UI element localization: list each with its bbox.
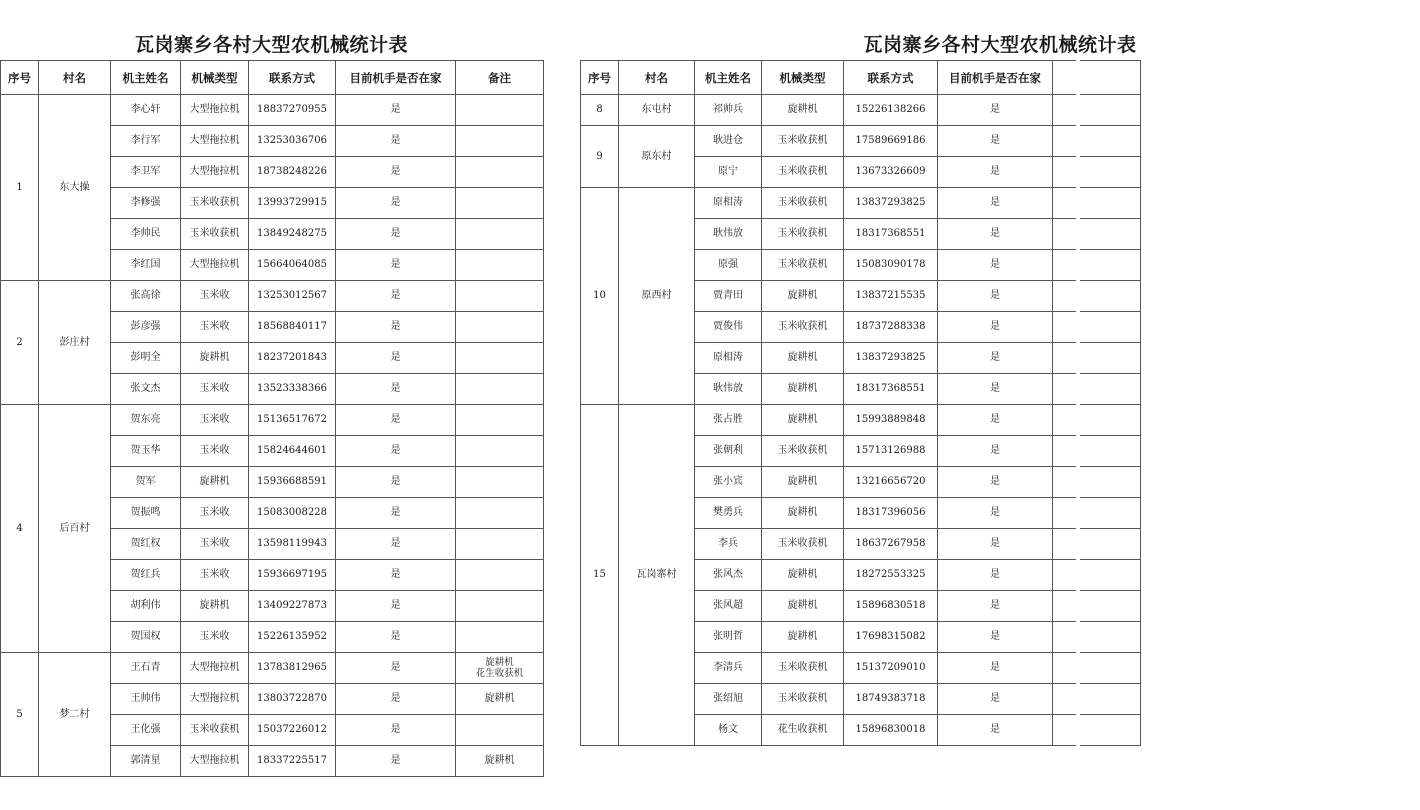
phone-number: 15136517672 xyxy=(249,405,336,436)
phone-number: 13993729915 xyxy=(249,188,336,219)
remark-text: 旋耕机 xyxy=(484,755,515,766)
phone-number: 17698315082 xyxy=(844,622,938,653)
remark-cell xyxy=(1053,653,1141,684)
machine-type: 大型拖拉机 xyxy=(181,684,249,715)
machine-type: 玉米收获机 xyxy=(762,188,844,219)
remark-cell xyxy=(1053,157,1141,188)
phone-number: 15226138266 xyxy=(844,95,938,126)
remark-cell xyxy=(1053,95,1141,126)
at-home-status: 是 xyxy=(336,622,456,653)
at-home-status: 是 xyxy=(938,281,1053,312)
remark-cell xyxy=(1053,591,1141,622)
at-home-status: 是 xyxy=(336,684,456,715)
remark-cell xyxy=(456,157,544,188)
column-header: 目前机手是否在家 xyxy=(938,61,1053,95)
phone-number: 15936697195 xyxy=(249,560,336,591)
remark-text: 旋耕机 xyxy=(484,693,515,704)
at-home-status: 是 xyxy=(336,746,456,777)
machine-type: 玉米收获机 xyxy=(762,529,844,560)
owner-name: 王化强 xyxy=(111,715,181,746)
phone-number: 18317368551 xyxy=(844,374,938,405)
village-name: 后百村 xyxy=(39,405,111,653)
phone-number: 15824644601 xyxy=(249,436,336,467)
phone-number: 13783812965 xyxy=(249,653,336,684)
owner-name: 王石青 xyxy=(111,653,181,684)
owner-name: 张风超 xyxy=(695,591,762,622)
machine-type: 大型拖拉机 xyxy=(181,250,249,281)
at-home-status: 是 xyxy=(336,374,456,405)
at-home-status: 是 xyxy=(336,95,456,126)
remark-cell xyxy=(456,498,544,529)
at-home-status: 是 xyxy=(938,715,1053,746)
phone-number: 15664064085 xyxy=(249,250,336,281)
remark-cell xyxy=(456,343,544,374)
phone-number: 18837270955 xyxy=(249,95,336,126)
phone-number: 13409227873 xyxy=(249,591,336,622)
remark-cell xyxy=(1053,405,1141,436)
row-index: 8 xyxy=(581,95,619,126)
machine-type: 大型拖拉机 xyxy=(181,653,249,684)
header-row xyxy=(1,61,544,95)
machine-type: 旋耕机 xyxy=(762,622,844,653)
owner-name: 耿伟放 xyxy=(695,374,762,405)
machine-type: 玉米收获机 xyxy=(762,126,844,157)
owner-name: 贾青田 xyxy=(695,281,762,312)
machine-type: 玉米收 xyxy=(181,374,249,405)
machine-type: 玉米收获机 xyxy=(762,250,844,281)
machine-type: 玉米收 xyxy=(181,281,249,312)
machine-type: 玉米收 xyxy=(181,405,249,436)
machine-type: 旋耕机 xyxy=(181,467,249,498)
machine-type: 旋耕机 xyxy=(762,95,844,126)
remark-cell xyxy=(1053,250,1141,281)
machine-type: 旋耕机 xyxy=(762,343,844,374)
phone-number: 18637267958 xyxy=(844,529,938,560)
column-header: 机主姓名 xyxy=(695,61,762,95)
owner-name: 贾俊伟 xyxy=(695,312,762,343)
remark-cell xyxy=(1053,343,1141,374)
owner-name: 贺振鸣 xyxy=(111,498,181,529)
remark-cell xyxy=(456,95,544,126)
table-row xyxy=(1,281,544,312)
header-row xyxy=(581,61,1141,95)
page-edge xyxy=(1076,58,1080,788)
at-home-status: 是 xyxy=(336,188,456,219)
owner-name: 李帅民 xyxy=(111,219,181,250)
remark-cell xyxy=(456,591,544,622)
owner-name: 杨文 xyxy=(695,715,762,746)
machine-type: 玉米收 xyxy=(181,529,249,560)
owner-name: 张文杰 xyxy=(111,374,181,405)
at-home-status: 是 xyxy=(336,157,456,188)
at-home-status: 是 xyxy=(938,374,1053,405)
phone-number: 15896830518 xyxy=(844,591,938,622)
table-row xyxy=(581,95,1141,126)
owner-name: 原相涛 xyxy=(695,343,762,374)
column-header: 机械类型 xyxy=(181,61,249,95)
owner-name: 张高徐 xyxy=(111,281,181,312)
phone-number: 18737288338 xyxy=(844,312,938,343)
at-home-status: 是 xyxy=(336,405,456,436)
owner-name: 张朝利 xyxy=(695,436,762,467)
phone-number: 13216656720 xyxy=(844,467,938,498)
at-home-status: 是 xyxy=(336,250,456,281)
village-name: 东大操 xyxy=(39,95,111,281)
phone-number: 13837215535 xyxy=(844,281,938,312)
machine-type: 旋耕机 xyxy=(762,467,844,498)
remark-cell xyxy=(1053,715,1141,746)
machine-type: 大型拖拉机 xyxy=(181,746,249,777)
remark-text: 旋耕机 xyxy=(485,657,514,668)
remark-cell xyxy=(1053,281,1141,312)
machine-type: 玉米收获机 xyxy=(762,219,844,250)
remark-cell xyxy=(1053,467,1141,498)
remark-cell xyxy=(1053,312,1141,343)
at-home-status: 是 xyxy=(938,591,1053,622)
owner-name: 原宁 xyxy=(695,157,762,188)
at-home-status: 是 xyxy=(336,560,456,591)
owner-name: 原强 xyxy=(695,250,762,281)
phone-number: 18738248226 xyxy=(249,157,336,188)
phone-number: 13523338366 xyxy=(249,374,336,405)
machine-type: 旋耕机 xyxy=(181,343,249,374)
machine-type: 玉米收获机 xyxy=(762,436,844,467)
owner-name: 郭清星 xyxy=(111,746,181,777)
owner-name: 贺红权 xyxy=(111,529,181,560)
at-home-status: 是 xyxy=(938,653,1053,684)
column-header: 序号 xyxy=(1,61,39,95)
machine-type: 旋耕机 xyxy=(762,498,844,529)
phone-number: 13673326609 xyxy=(844,157,938,188)
owner-name: 耿进仓 xyxy=(695,126,762,157)
at-home-status: 是 xyxy=(336,529,456,560)
table-row xyxy=(581,126,1141,157)
phone-number: 15226135952 xyxy=(249,622,336,653)
village-name: 东屯村 xyxy=(619,95,695,126)
machine-type: 旋耕机 xyxy=(181,591,249,622)
phone-number: 18317396056 xyxy=(844,498,938,529)
remark-cell xyxy=(456,436,544,467)
column-header: 备注 xyxy=(456,61,544,95)
table-row xyxy=(581,188,1141,219)
at-home-status: 是 xyxy=(336,436,456,467)
phone-number: 17589669186 xyxy=(844,126,938,157)
at-home-status: 是 xyxy=(336,498,456,529)
at-home-status: 是 xyxy=(938,95,1053,126)
owner-name: 贺红兵 xyxy=(111,560,181,591)
machine-type: 大型拖拉机 xyxy=(181,126,249,157)
at-home-status: 是 xyxy=(938,157,1053,188)
remark-cell xyxy=(1053,498,1141,529)
remark-cell xyxy=(1053,684,1141,715)
phone-number: 13598119943 xyxy=(249,529,336,560)
machine-type: 旋耕机 xyxy=(762,374,844,405)
phone-number: 15083008228 xyxy=(249,498,336,529)
owner-name: 李心轩 xyxy=(111,95,181,126)
phone-number: 18749383718 xyxy=(844,684,938,715)
column-header: 机主姓名 xyxy=(111,61,181,95)
remark-cell xyxy=(456,746,544,777)
remark-cell xyxy=(1053,188,1141,219)
remark-cell xyxy=(456,560,544,591)
machine-type: 旋耕机 xyxy=(762,405,844,436)
column-header: 联系方式 xyxy=(249,61,336,95)
village-name: 原东村 xyxy=(619,126,695,188)
machine-type: 旋耕机 xyxy=(762,560,844,591)
remark-cell xyxy=(1053,529,1141,560)
remark-cell xyxy=(456,622,544,653)
owner-name: 李兵 xyxy=(695,529,762,560)
owner-name: 张绍旭 xyxy=(695,684,762,715)
machine-type: 玉米收 xyxy=(181,622,249,653)
remark-cell xyxy=(456,219,544,250)
phone-number: 18317368551 xyxy=(844,219,938,250)
phone-number: 15936688591 xyxy=(249,467,336,498)
at-home-status: 是 xyxy=(938,343,1053,374)
phone-number: 18272553325 xyxy=(844,560,938,591)
at-home-status: 是 xyxy=(336,343,456,374)
remark-cell xyxy=(456,374,544,405)
sheet-title: 瓦岗寨乡各村大型农机械统计表 xyxy=(863,34,1137,56)
sheet-title: 瓦岗寨乡各村大型农机械统计表 xyxy=(134,34,408,56)
owner-name: 张明哲 xyxy=(695,622,762,653)
remark-cell xyxy=(456,529,544,560)
at-home-status: 是 xyxy=(938,250,1053,281)
owner-name: 李红国 xyxy=(111,250,181,281)
at-home-status: 是 xyxy=(938,529,1053,560)
owner-name: 李行军 xyxy=(111,126,181,157)
row-index: 15 xyxy=(581,405,619,746)
column-header: 机械类型 xyxy=(762,61,844,95)
row-index: 9 xyxy=(581,126,619,188)
remark-text: 花生收获机 xyxy=(475,668,524,679)
row-index: 1 xyxy=(1,95,39,281)
machinery-table xyxy=(0,60,544,777)
village-name: 瓦岗寨村 xyxy=(619,405,695,746)
phone-number: 15083090178 xyxy=(844,250,938,281)
owner-name: 彭明全 xyxy=(111,343,181,374)
at-home-status: 是 xyxy=(336,126,456,157)
remark-cell xyxy=(456,405,544,436)
phone-number: 18237201843 xyxy=(249,343,336,374)
machinery-table xyxy=(580,60,1141,746)
column-header xyxy=(1053,61,1141,95)
owner-name: 张占胜 xyxy=(695,405,762,436)
at-home-status: 是 xyxy=(938,560,1053,591)
remark-cell xyxy=(456,281,544,312)
at-home-status: 是 xyxy=(336,591,456,622)
owner-name: 李清兵 xyxy=(695,653,762,684)
remark-cell xyxy=(456,126,544,157)
at-home-status: 是 xyxy=(938,188,1053,219)
owner-name: 张风杰 xyxy=(695,560,762,591)
owner-name: 张小宾 xyxy=(695,467,762,498)
at-home-status: 是 xyxy=(938,467,1053,498)
remark-cell xyxy=(456,188,544,219)
remark-cell xyxy=(456,467,544,498)
phone-number: 13849248275 xyxy=(249,219,336,250)
machine-type: 玉米收 xyxy=(181,436,249,467)
column-header: 村名 xyxy=(619,61,695,95)
row-index: 4 xyxy=(1,405,39,653)
machine-type: 玉米收 xyxy=(181,560,249,591)
at-home-status: 是 xyxy=(336,653,456,684)
owner-name: 胡利伟 xyxy=(111,591,181,622)
phone-number: 15896830018 xyxy=(844,715,938,746)
owner-name: 贺国权 xyxy=(111,622,181,653)
row-index: 10 xyxy=(581,188,619,405)
machine-type: 大型拖拉机 xyxy=(181,95,249,126)
phone-number: 18337225517 xyxy=(249,746,336,777)
remark-cell xyxy=(1053,219,1141,250)
owner-name: 原相涛 xyxy=(695,188,762,219)
machine-type: 玉米收获机 xyxy=(181,715,249,746)
village-name: 原西村 xyxy=(619,188,695,405)
remark-cell xyxy=(1053,560,1141,591)
phone-number: 13837293825 xyxy=(844,188,938,219)
owner-name: 贺东亮 xyxy=(111,405,181,436)
remark-cell xyxy=(456,684,544,715)
owner-name: 祁帅兵 xyxy=(695,95,762,126)
owner-name: 王帅伟 xyxy=(111,684,181,715)
column-header: 村名 xyxy=(39,61,111,95)
phone-number: 13803722870 xyxy=(249,684,336,715)
machine-type: 旋耕机 xyxy=(762,591,844,622)
at-home-status: 是 xyxy=(938,126,1053,157)
owner-name: 彭彦强 xyxy=(111,312,181,343)
row-index: 5 xyxy=(1,653,39,777)
at-home-status: 是 xyxy=(336,467,456,498)
owner-name: 贺玉华 xyxy=(111,436,181,467)
remark-cell xyxy=(1053,126,1141,157)
phone-number: 15137209010 xyxy=(844,653,938,684)
at-home-status: 是 xyxy=(938,405,1053,436)
at-home-status: 是 xyxy=(336,312,456,343)
at-home-status: 是 xyxy=(336,281,456,312)
machine-type: 旋耕机 xyxy=(762,281,844,312)
at-home-status: 是 xyxy=(938,498,1053,529)
at-home-status: 是 xyxy=(336,715,456,746)
machine-type: 玉米收获机 xyxy=(762,157,844,188)
remark-cell xyxy=(456,715,544,746)
machine-type: 大型拖拉机 xyxy=(181,157,249,188)
table-row xyxy=(1,405,544,436)
remark-cell xyxy=(1053,436,1141,467)
at-home-status: 是 xyxy=(336,219,456,250)
remark-cell xyxy=(456,653,544,684)
phone-number: 15993889848 xyxy=(844,405,938,436)
machine-type: 玉米收获机 xyxy=(762,653,844,684)
village-name: 梦二村 xyxy=(39,653,111,777)
phone-number: 18568840117 xyxy=(249,312,336,343)
at-home-status: 是 xyxy=(938,436,1053,467)
owner-name: 樊勇兵 xyxy=(695,498,762,529)
owner-name: 李卫军 xyxy=(111,157,181,188)
table-row xyxy=(1,653,544,684)
phone-number: 15037226012 xyxy=(249,715,336,746)
table-row xyxy=(581,405,1141,436)
phone-number: 15713126988 xyxy=(844,436,938,467)
at-home-status: 是 xyxy=(938,622,1053,653)
machine-type: 玉米收获机 xyxy=(181,188,249,219)
machine-type: 玉米收获机 xyxy=(181,219,249,250)
column-header: 目前机手是否在家 xyxy=(336,61,456,95)
at-home-status: 是 xyxy=(938,219,1053,250)
machine-type: 玉米收获机 xyxy=(762,312,844,343)
machine-type: 花生收获机 xyxy=(762,715,844,746)
remark-cell xyxy=(456,250,544,281)
table-row xyxy=(1,95,544,126)
owner-name: 耿伟放 xyxy=(695,219,762,250)
owner-name: 贺军 xyxy=(111,467,181,498)
column-header: 联系方式 xyxy=(844,61,938,95)
phone-number: 13253012567 xyxy=(249,281,336,312)
village-name: 彭庄村 xyxy=(39,281,111,405)
at-home-status: 是 xyxy=(938,312,1053,343)
phone-number: 13837293825 xyxy=(844,343,938,374)
remark-cell xyxy=(456,312,544,343)
at-home-status: 是 xyxy=(938,684,1053,715)
row-index: 2 xyxy=(1,281,39,405)
machine-type: 玉米收获机 xyxy=(762,684,844,715)
machine-type: 玉米收 xyxy=(181,498,249,529)
owner-name: 李修强 xyxy=(111,188,181,219)
remark-cell xyxy=(1053,374,1141,405)
column-header: 序号 xyxy=(581,61,619,95)
phone-number: 13253036706 xyxy=(249,126,336,157)
machine-type: 玉米收 xyxy=(181,312,249,343)
remark-cell xyxy=(1053,622,1141,653)
